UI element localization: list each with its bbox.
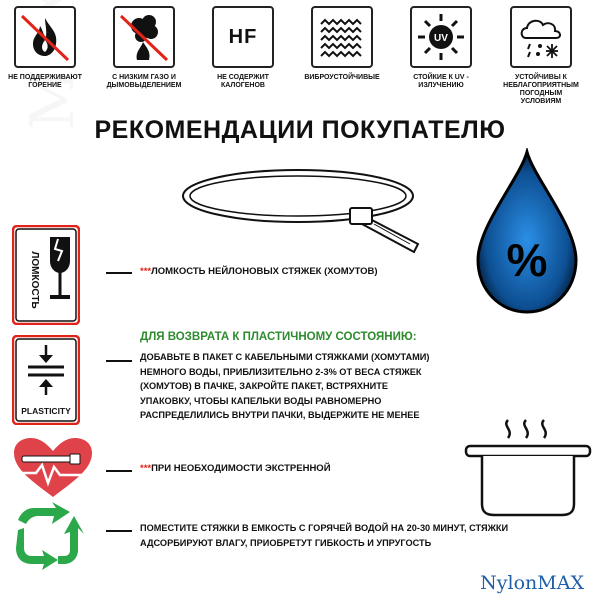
warning-stars: *** (140, 463, 152, 474)
feature-weather-resistant (500, 6, 582, 106)
recycle-icon (12, 500, 84, 572)
fragility-label: ЛОМКОСТЬ НЕЙЛОНОВЫХ СТЯЖЕК (ХОМУТОВ) (151, 266, 378, 277)
connector-line (106, 530, 132, 532)
plasticity-heading: ДЛЯ ВОЗВРАТА К ПЛАСТИЧНОМУ СОСТОЯНИЮ: (140, 331, 417, 343)
feature-caption: НЕ ПОДДЕРЖИВАЮТ ГОРЕНИЕ (8, 74, 82, 89)
feature-no-burning (4, 6, 86, 90)
page-title: РЕКОМЕНДАЦИИ ПОКУПАТЕЛЮ (94, 116, 506, 144)
fragile-label: ЛОМКОСТЬ (29, 251, 40, 309)
water-drop-percent-icon (472, 148, 582, 318)
feature-vibration-resistant (301, 6, 383, 82)
cooking-pot-icon (462, 416, 594, 518)
feature-low-smoke (103, 6, 185, 90)
feature-uv-resistant (400, 6, 482, 90)
plasticity-icon (12, 335, 80, 425)
connector-line (106, 470, 132, 472)
plasticity-instructions: ДОБАВЬТЕ В ПАКЕТ С КАБЕЛЬНЫМИ СТЯЖКАМИ (ХОМУТАМИ) НЕМНОГО ВОДЫ, ПРИБЛИЗИТЕЛЬНО 2-3% ОТ ВЕСА СТЯЖЕК (ХОМУТОВ) В ПАЧКЕ, ЗАКРОЙТЕ ПАКЕТ, ВСТРЯХНИТЕ УПАКОВКУ, ЧТОБЫ КАПЕЛЬКИ ВОДЫ РАВНОМЕРНО РАСПРЕДЕЛИЛИСЬ ВНУТРИ ПАЧКИ, ВЫДЕРЖИТЕ НЕ МЕНЕЕ (140, 352, 430, 420)
feature-halogen-free (202, 6, 284, 90)
connector-line (106, 360, 132, 362)
no-fire-icon (14, 6, 76, 68)
fragile-glass-icon (12, 225, 80, 325)
fragility-text (140, 266, 378, 277)
feature-caption: УСТОЙЧИВЫ К НЕБЛАГОПРИЯТНЫМ ПОГОДНЫМ УСЛОВИЯМ (503, 74, 579, 105)
weather-cloud-icon (510, 6, 572, 68)
uv-label: UV (434, 33, 448, 44)
uv-sun-icon (410, 6, 472, 68)
hf-label: HF (228, 25, 258, 48)
vibration-icon (311, 6, 373, 68)
heart-pulse-icon (12, 437, 94, 499)
plasticity-label: PLASTICITY (21, 406, 71, 416)
cable-tie-illustration (178, 158, 428, 258)
connector-line (106, 272, 132, 274)
percent-symbol: % (506, 234, 548, 286)
feature-caption: С НИЗКИМ ГАЗО И ДЫМОВЫДЕЛЕНИЕМ (106, 74, 182, 89)
emergency-text (140, 463, 331, 474)
emergency-label: ПРИ НЕОБХОДИМОСТИ ЭКСТРЕННОЙ (151, 463, 331, 474)
brand-logo-text: NylonMAX (480, 572, 584, 594)
warning-stars: *** (140, 266, 152, 277)
feature-caption: ВИБРОУСТОЙЧИВЫЕ (304, 74, 380, 81)
recycle-instructions: ПОМЕСТИТЕ СТЯЖКИ В ЕМКОСТЬ С ГОРЯЧЕЙ ВОДОЙ НА 20-30 МИНУТ, СТЯЖКИ АДСОРБИРУЮТ ВЛАГУ, ПРИОБРЕТУТ ГИБКОСТЬ И УПРУГОСТЬ (140, 523, 509, 548)
no-smoke-icon (113, 6, 175, 68)
feature-caption: НЕ СОДЕРЖИТ КАЛОГЕНОВ (217, 74, 269, 89)
hf-icon (212, 6, 274, 68)
feature-caption: СТОЙКИЕ К UV - ИЗЛУЧЕНИЮ (413, 74, 469, 89)
